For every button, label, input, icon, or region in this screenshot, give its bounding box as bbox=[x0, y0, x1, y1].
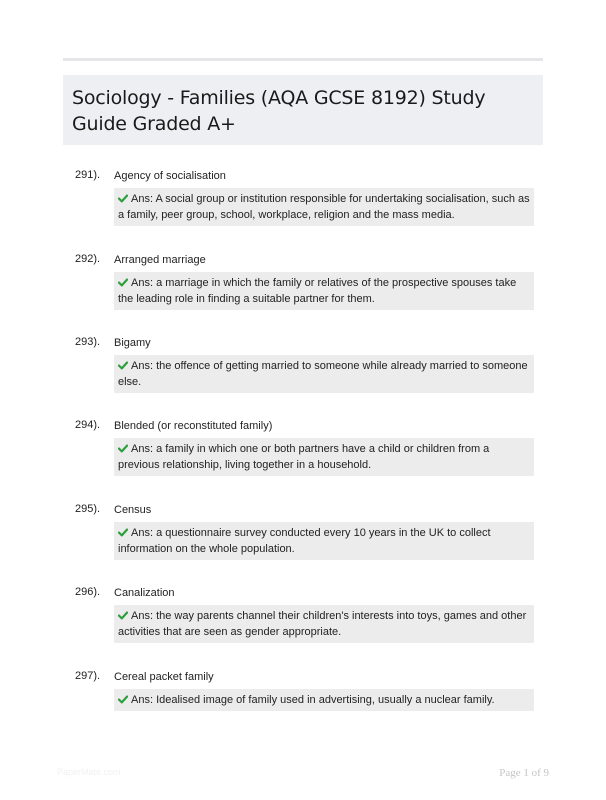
question-number: 297). bbox=[75, 670, 101, 682]
check-icon bbox=[118, 194, 128, 203]
question-number: 295). bbox=[75, 503, 101, 515]
question-term: Blended (or reconstituted family) bbox=[114, 420, 273, 432]
check-icon bbox=[118, 695, 128, 704]
question-term: Canalization bbox=[114, 587, 175, 599]
question-term: Cereal packet family bbox=[114, 671, 214, 683]
answer-box bbox=[114, 689, 534, 711]
answer-text: Ans: Idealised image of family used in advertising, usually a nuclear family. bbox=[131, 694, 495, 706]
answer-box bbox=[114, 605, 534, 643]
answer-box bbox=[114, 355, 534, 393]
answer-text: Ans: a family in which one or both partners have a child or children from a previous relationship, living together in a household. bbox=[118, 443, 490, 471]
answer-text: Ans: the offence of getting married to someone while already married to someone else. bbox=[118, 360, 528, 388]
answer-text: Ans: A social group or institution responsible for undertaking socialisation, such as a family, peer group, school, workplace, religion and the mass media. bbox=[118, 193, 530, 221]
page-indicator: Page 1 of 9 bbox=[499, 767, 549, 779]
answer-text: Ans: a marriage in which the family or relatives of the prospective spouses take the leading role in finding a suitable partner for them. bbox=[118, 277, 517, 305]
check-icon bbox=[118, 361, 128, 370]
answer-box bbox=[114, 188, 534, 226]
footer-watermark: PaperMate.com bbox=[57, 767, 121, 777]
answer-text: Ans: the way parents channel their children's interests into toys, games and other activities that are seen as gender appropriate. bbox=[118, 610, 527, 638]
check-icon bbox=[118, 278, 128, 287]
answer-box bbox=[114, 438, 534, 476]
answer-text: Ans: a questionnaire survey conducted every 10 years in the UK to collect information on the whole population. bbox=[118, 527, 491, 555]
question-number: 292). bbox=[75, 253, 101, 265]
check-icon bbox=[118, 444, 128, 453]
question-number: 291). bbox=[75, 169, 101, 181]
top-divider bbox=[63, 58, 543, 61]
question-number: 294). bbox=[75, 419, 101, 431]
question-term: Arranged marriage bbox=[114, 254, 206, 266]
question-term: Bigamy bbox=[114, 337, 151, 349]
question-number: 293). bbox=[75, 336, 101, 348]
question-number: 296). bbox=[75, 586, 101, 598]
check-icon bbox=[118, 528, 128, 537]
question-term: Agency of socialisation bbox=[114, 170, 226, 182]
check-icon bbox=[118, 611, 128, 620]
title-banner bbox=[63, 75, 543, 145]
answer-box bbox=[114, 272, 534, 310]
answer-box bbox=[114, 522, 534, 560]
question-term: Census bbox=[114, 504, 152, 516]
page-title: Sociology - Families (AQA GCSE 8192) Study Guide Graded A+ bbox=[72, 87, 486, 135]
